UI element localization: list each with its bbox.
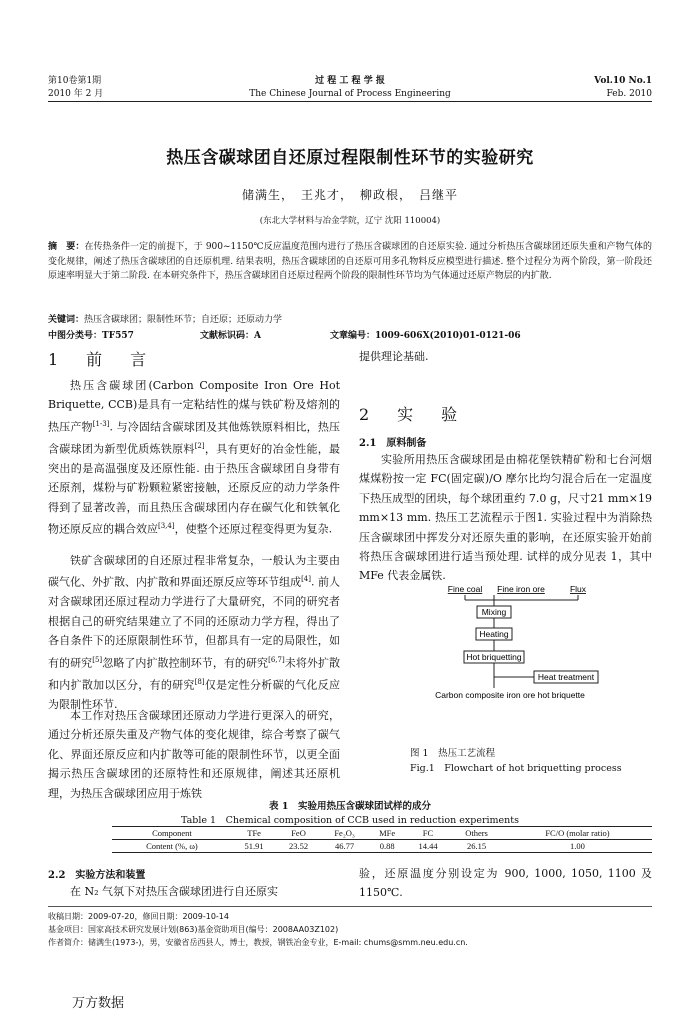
paper-title: 热压含碳球团自还原过程限制性环节的实验研究: [166, 148, 534, 168]
table-cell: Content (%, ω): [146, 841, 198, 851]
wanfang-brand: 万方数据: [72, 996, 125, 1011]
table-header-cell: Fe₂O₃: [334, 828, 355, 838]
table-cell: 14.44: [418, 841, 438, 851]
flow-output: Carbon composite iron ore hot briquette: [435, 690, 585, 700]
affiliation: (东北大学材料与冶金学院，辽宁 沈阳 110004): [259, 216, 441, 226]
flow-input-ore: Fine iron ore: [497, 584, 545, 594]
table-cell: 1.00: [569, 841, 585, 851]
keywords-text: 热压含碳球团；限制性环节；自还原；还原动力学: [84, 315, 283, 325]
header-date: 2010 年 2 月: [48, 89, 104, 99]
document-code: 文献标识码：A: [200, 331, 261, 341]
table-cell: 46.77: [335, 841, 355, 851]
table-header-cell: TFe: [247, 828, 261, 838]
section-2-heading: 2 实 验: [359, 405, 464, 424]
table-cell: 51.91: [244, 841, 264, 851]
flow-input-coal: Fine coal: [447, 584, 483, 594]
table-cell: 0.88: [379, 841, 395, 851]
abstract: [48, 240, 652, 284]
flow-step-briquetting: Hot briquetting: [466, 652, 522, 662]
table-header-cell: MFe: [379, 828, 396, 838]
subsection-2-2-heading: 2.2 实验方法和装置: [48, 870, 146, 881]
header-rule: [48, 101, 652, 102]
flow-step-heating: Heating: [479, 629, 509, 639]
methods-paragraph-left: 在 N₂ 气氛下对热压含碳球团进行自还原实: [70, 885, 279, 898]
header-date-en: Feb. 2010: [606, 89, 652, 99]
figure-1-caption-cn: 图 1 热压工艺流程: [410, 748, 496, 759]
flow-input-flux: Flux: [569, 584, 587, 594]
footnote-rule: [48, 906, 652, 907]
intro-continuation: 提供理论基础.: [359, 350, 429, 363]
subsection-2-1-heading: 2.1 原料制备: [359, 438, 427, 449]
flowchart-figure: [380, 580, 650, 725]
header-vol-en: Vol.10 No.1: [594, 76, 652, 86]
table-cell: 26.15: [466, 841, 487, 851]
intro-paragraph-2: 铁矿含碳球团的自还原过程非常复杂，一般认为主要由碳气化、外扩散、内扩散和界面还原反应等环节组成[4]. 前人对含碳球团还原过程动力学进行了大量研究，不同的研究者根据自己的研究结果建立了不同的还原动力学方程，得出了各自条件下的还原限制性环节，但都具有一定的局限性，如有的研究[5]忽略了内扩散控制环节，有的研究[6,7]未将外扩散和内扩散加以区分，有的研究[8]仅是定性分析碳的气化反应为限制性环节.: [48, 554, 341, 711]
materials-paragraph: 实验所用热压含碳球团是由棉花堡铁精矿粉和七台河烟煤煤粉按一定 FC(固定碳)/O 摩尔比均匀混合后在一定温度下热压成型的团块，每个球团重约 7.0 g，尺寸21 mm×19 mm×13 mm. 热压工艺流程示于图1. 实验过程中为消除热压含碳球团中挥发分对还原失重的影响，在还原实验开始前将热压含碳球团进行适当预处理. 试样的成分见表 1，其中 MFe 代表金属铁.: [359, 453, 652, 583]
keywords: [48, 313, 652, 328]
intro-paragraph-3: 本工作对热压含碳球团还原动力学进行更深入的研究，通过分析还原失重及产物气体的变化规律，综合考察了碳气化、界面还原反应和内扩散等可能的限制性环节，以更全面揭示热压含碳球团的还原特性和还原规律，阐述其还原机理，为热压含碳球团应用于炼铁: [48, 709, 340, 800]
figure-1-caption-en: Fig.1 Flowchart of hot briquetting process: [410, 763, 622, 774]
table-cell: 23.52: [288, 841, 309, 851]
abstract-label: 摘 要：: [48, 242, 85, 252]
footnote-fund: 基金项目：国家高技术研究发展计划(863)基金资助项目(编号：2008AA03Z102): [48, 925, 339, 934]
keywords-label: 关键词：: [48, 315, 85, 325]
methods-paragraph-right: 验，还原温度分别设定为 900, 1000, 1050, 1100 及 1150℃.: [359, 867, 652, 900]
composition-table: [112, 826, 652, 853]
table-1-caption-en: Table 1 Chemical composition of CCB used in reduction experiments: [181, 815, 519, 826]
table-header-cell: Component: [152, 828, 192, 838]
clc-number: 中图分类号：TF557: [48, 331, 134, 341]
journal-name-en: The Chinese Journal of Process Engineering: [249, 89, 451, 99]
author-list: 储满生， 王兆才， 柳政根， 吕继平: [241, 188, 458, 202]
abstract-text: 在传热条件一定的前提下，于 900~1150℃反应温度范围内进行了热压含碳球团的自还原实验. 通过分析热压含碳球团还原失重和产物气体的变化规律，阐述了热压含碳球团的自还原机理. 结果表明，热压含碳球团的自还原可用多孔物料反应模型进行描述. 整个过程分为两个阶段，第一阶段还原速率明显大于第二阶段. 在本研究条件下，热压含碳球团自还原过程两个阶段的限制性环节均为气体通过还原产物层的内扩散.: [48, 242, 652, 281]
header-volume-issue: 第10卷第1期: [48, 76, 102, 86]
table-header-cell: Others: [465, 828, 488, 838]
flow-step-mixing: Mixing: [481, 607, 507, 617]
table-header-row: [112, 827, 652, 840]
flow-step-heat-treatment: Heat treatment: [537, 672, 595, 682]
article-number: 文章编号：1009-606X(2010)01-0121-06: [330, 331, 521, 341]
journal-name-cn: 过 程 工 程 学 报: [315, 76, 385, 86]
table-header-cell: FC/O (molar ratio): [545, 828, 610, 838]
intro-paragraph-1: 热压含碳球团(Carbon Composite Iron Ore Hot Briquette, CCB)是具有一定粘结性的煤与铁矿粉及熔剂的热压产物[1-3]. 与冷固结含碳球团及其他炼铁原料相比，热压含碳球团为新型优质炼铁原料[2]，具有更好的冶金性能，最突出的是高温强度及还原性能. 由于热压含碳球团自身带有还原剂，煤粉与矿粉颗粒紧密接触，还原反应的动力学条件得到了显著改善，而且热压含碳球团内存在碳气化和铁氧化物还原反应的耦合效应[3,4]，使整个还原过程变得更为复杂.: [48, 379, 341, 536]
footnote-author: 作者简介：储满生(1973-)，男，安徽省岳西县人，博士，教授，钢铁冶金专业，E-mail: chums@smm.neu.edu.cn.: [48, 938, 468, 947]
footnote-received: 收稿日期：2009-07-20，修回日期：2009-10-14: [48, 912, 229, 921]
section-1-heading: 1 前 言: [48, 350, 153, 369]
table-row: [112, 840, 652, 853]
table-header-cell: FC: [422, 828, 434, 838]
table-1-caption-cn: 表 1 实验用热压含碳球团试样的成分: [269, 801, 431, 812]
table-header-cell: FeO: [291, 828, 306, 838]
